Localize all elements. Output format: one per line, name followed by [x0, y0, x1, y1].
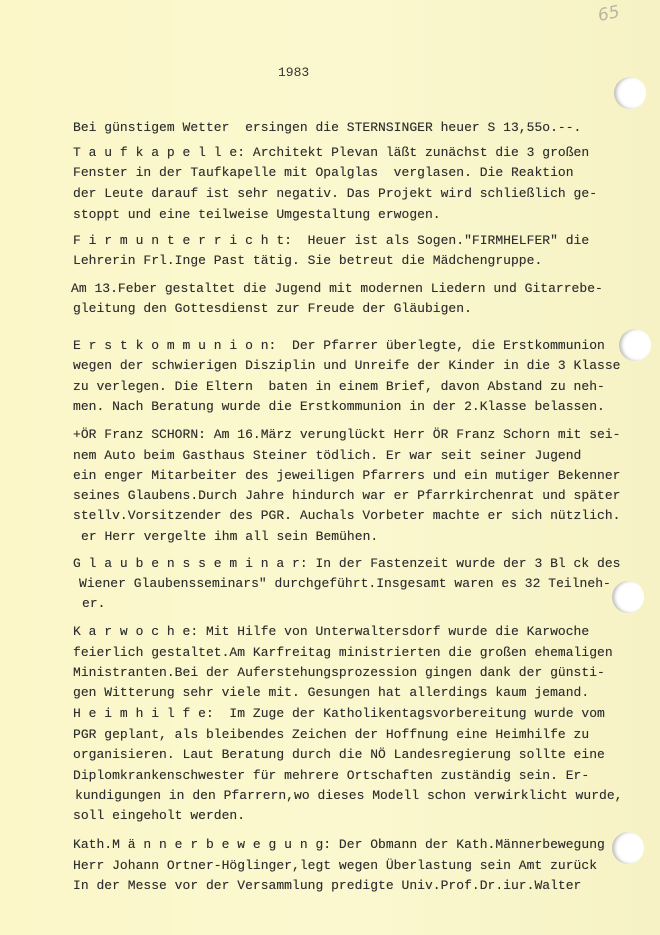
handwritten-page-note: 65 [596, 1, 622, 27]
punch-hole [612, 581, 644, 613]
entry-glaubensseminar-line: Wiener Glaubensseminars" durchgeführt.Insgesamt waren es 32 Teilneh- [79, 576, 611, 591]
entry-sternsinger-line: Bei günstigem Wetter ersingen die STERNSINGER heuer S 13,55o.--. [73, 120, 582, 135]
entry-glaubensseminar-line: er. [82, 596, 106, 611]
entry-heimhilfe-line: soll eingeholt werden. [73, 808, 246, 823]
entry-karwoche-line: gen Witterung sehr viele mit. Gesungen hat allerdings kaum jemand. [73, 685, 590, 700]
entry-maennerbewegung-line: Herr Johann Ortner-Höglinger,legt wegen Überlastung sein Amt zurück [73, 858, 598, 873]
punch-hole [614, 77, 646, 109]
punch-hole [612, 832, 644, 864]
entry-taufkapelle-line: T a u f k a p e l l e: Architekt Plevan läßt zunächst die 3 großen [73, 145, 590, 160]
entry-maennerbewegung-line: Kath.M ä n n e r b e w e g u n g: Der Obmann der Kath.Männerbewegung [73, 837, 605, 852]
entry-erstkommunion-line: E r s t k o m m u n i o n: Der Pfarrer überlegte, die Erstkommunion [73, 338, 605, 353]
entry-glaubensseminar-line: G l a u b e n s s e m i n a r: In der Fastenzeit wurde der 3 Bl ck des [73, 556, 621, 571]
entry-heimhilfe-line: kundigungen in den Pfarrern,wo dieses Modell schon verwirklicht wurde, [75, 788, 623, 803]
entry-taufkapelle-line: Fenster in der Taufkapelle mit Opalglas verglasen. Die Reaktion [73, 165, 574, 180]
entry-schorn-line: er Herr vergelte ihm all sein Bemühen. [81, 529, 379, 544]
entry-taufkapelle-line: der Leute darauf ist sehr negativ. Das Projekt wird schließlich ge- [73, 186, 598, 201]
page-year-heading: 1983 [278, 65, 310, 80]
entry-maennerbewegung-line: In der Messe vor der Versammlung predigte Univ.Prof.Dr.iur.Walter [73, 878, 582, 893]
entry-firmunterricht-line: F i r m u n t e r r i c h t: Heuer ist als Sogen."FIRMHELFER" die [73, 233, 590, 248]
entry-taufkapelle-line: stoppt und eine teilweise Umgestaltung erwogen. [73, 207, 441, 222]
entry-karwoche-line: K a r w o c h e: Mit Hilfe von Unterwaltersdorf wurde die Karwoche [73, 624, 590, 639]
entry-jugendmesse-line: Am 13.Feber gestaltet die Jugend mit modernen Liedern und Gitarrebe- [71, 281, 603, 296]
entry-schorn-line: nem Auto beim Gasthaus Steiner tödlich. Er war seit seiner Jugend [73, 448, 582, 463]
entry-schorn-line: stellv.Vorsitzender des PGR. Auchals Vorbeter machte er sich nützlich. [73, 508, 621, 523]
entry-karwoche-line: Ministranten.Bei der Auferstehungsprozession gingen dank der günsti- [73, 665, 605, 680]
entry-jugendmesse-line: gleitung den Gottesdienst zur Freude der Gläubigen. [73, 301, 472, 316]
entry-erstkommunion-line: men. Nach Beratung wurde die Erstkommunion in der 2.Klasse belassen. [73, 399, 605, 414]
entry-erstkommunion-line: zu verlegen. Die Eltern baten in einem Brief, davon Abstand zu neh- [73, 379, 605, 394]
punch-hole [619, 329, 651, 361]
entry-firmunterricht-line: Lehrerin Frl.Inge Past tätig. Sie betreut die Mädchengruppe. [73, 253, 543, 268]
entry-schorn-line: +ÖR Franz SCHORN: Am 16.März verunglückt Herr ÖR Franz Schorn mit sei- [73, 427, 621, 442]
entry-karwoche-line: feierlich gestaltet.Am Karfreitag ministrierten die großen ehemaligen [73, 645, 613, 660]
entry-heimhilfe-line: Diplomkrankenschwester für mehrere Ortschaften zuständig sein. Er- [73, 768, 590, 783]
entry-heimhilfe-line: H e i m h i l f e: Im Zuge der Katholikentagsvorbereitung wurde vom [73, 706, 605, 721]
entry-schorn-line: ein enger Mitarbeiter des jeweiligen Pfarrers und ein mutiger Bekenner [73, 468, 621, 483]
entry-erstkommunion-line: wegen der schwierigen Disziplin und Unreife der Kinder in die 3 Klasse [73, 358, 621, 373]
entry-heimhilfe-line: organisieren. Laut Beratung durch die NÖ Landesregierung sollte eine [73, 747, 605, 762]
entry-schorn-line: seines Glaubens.Durch Jahre hindurch war er Pfarrkirchenrat und später [73, 488, 621, 503]
entry-heimhilfe-line: PGR geplant, als bleibendes Zeichen der Hoffnung eine Heimhilfe zu [73, 727, 590, 742]
